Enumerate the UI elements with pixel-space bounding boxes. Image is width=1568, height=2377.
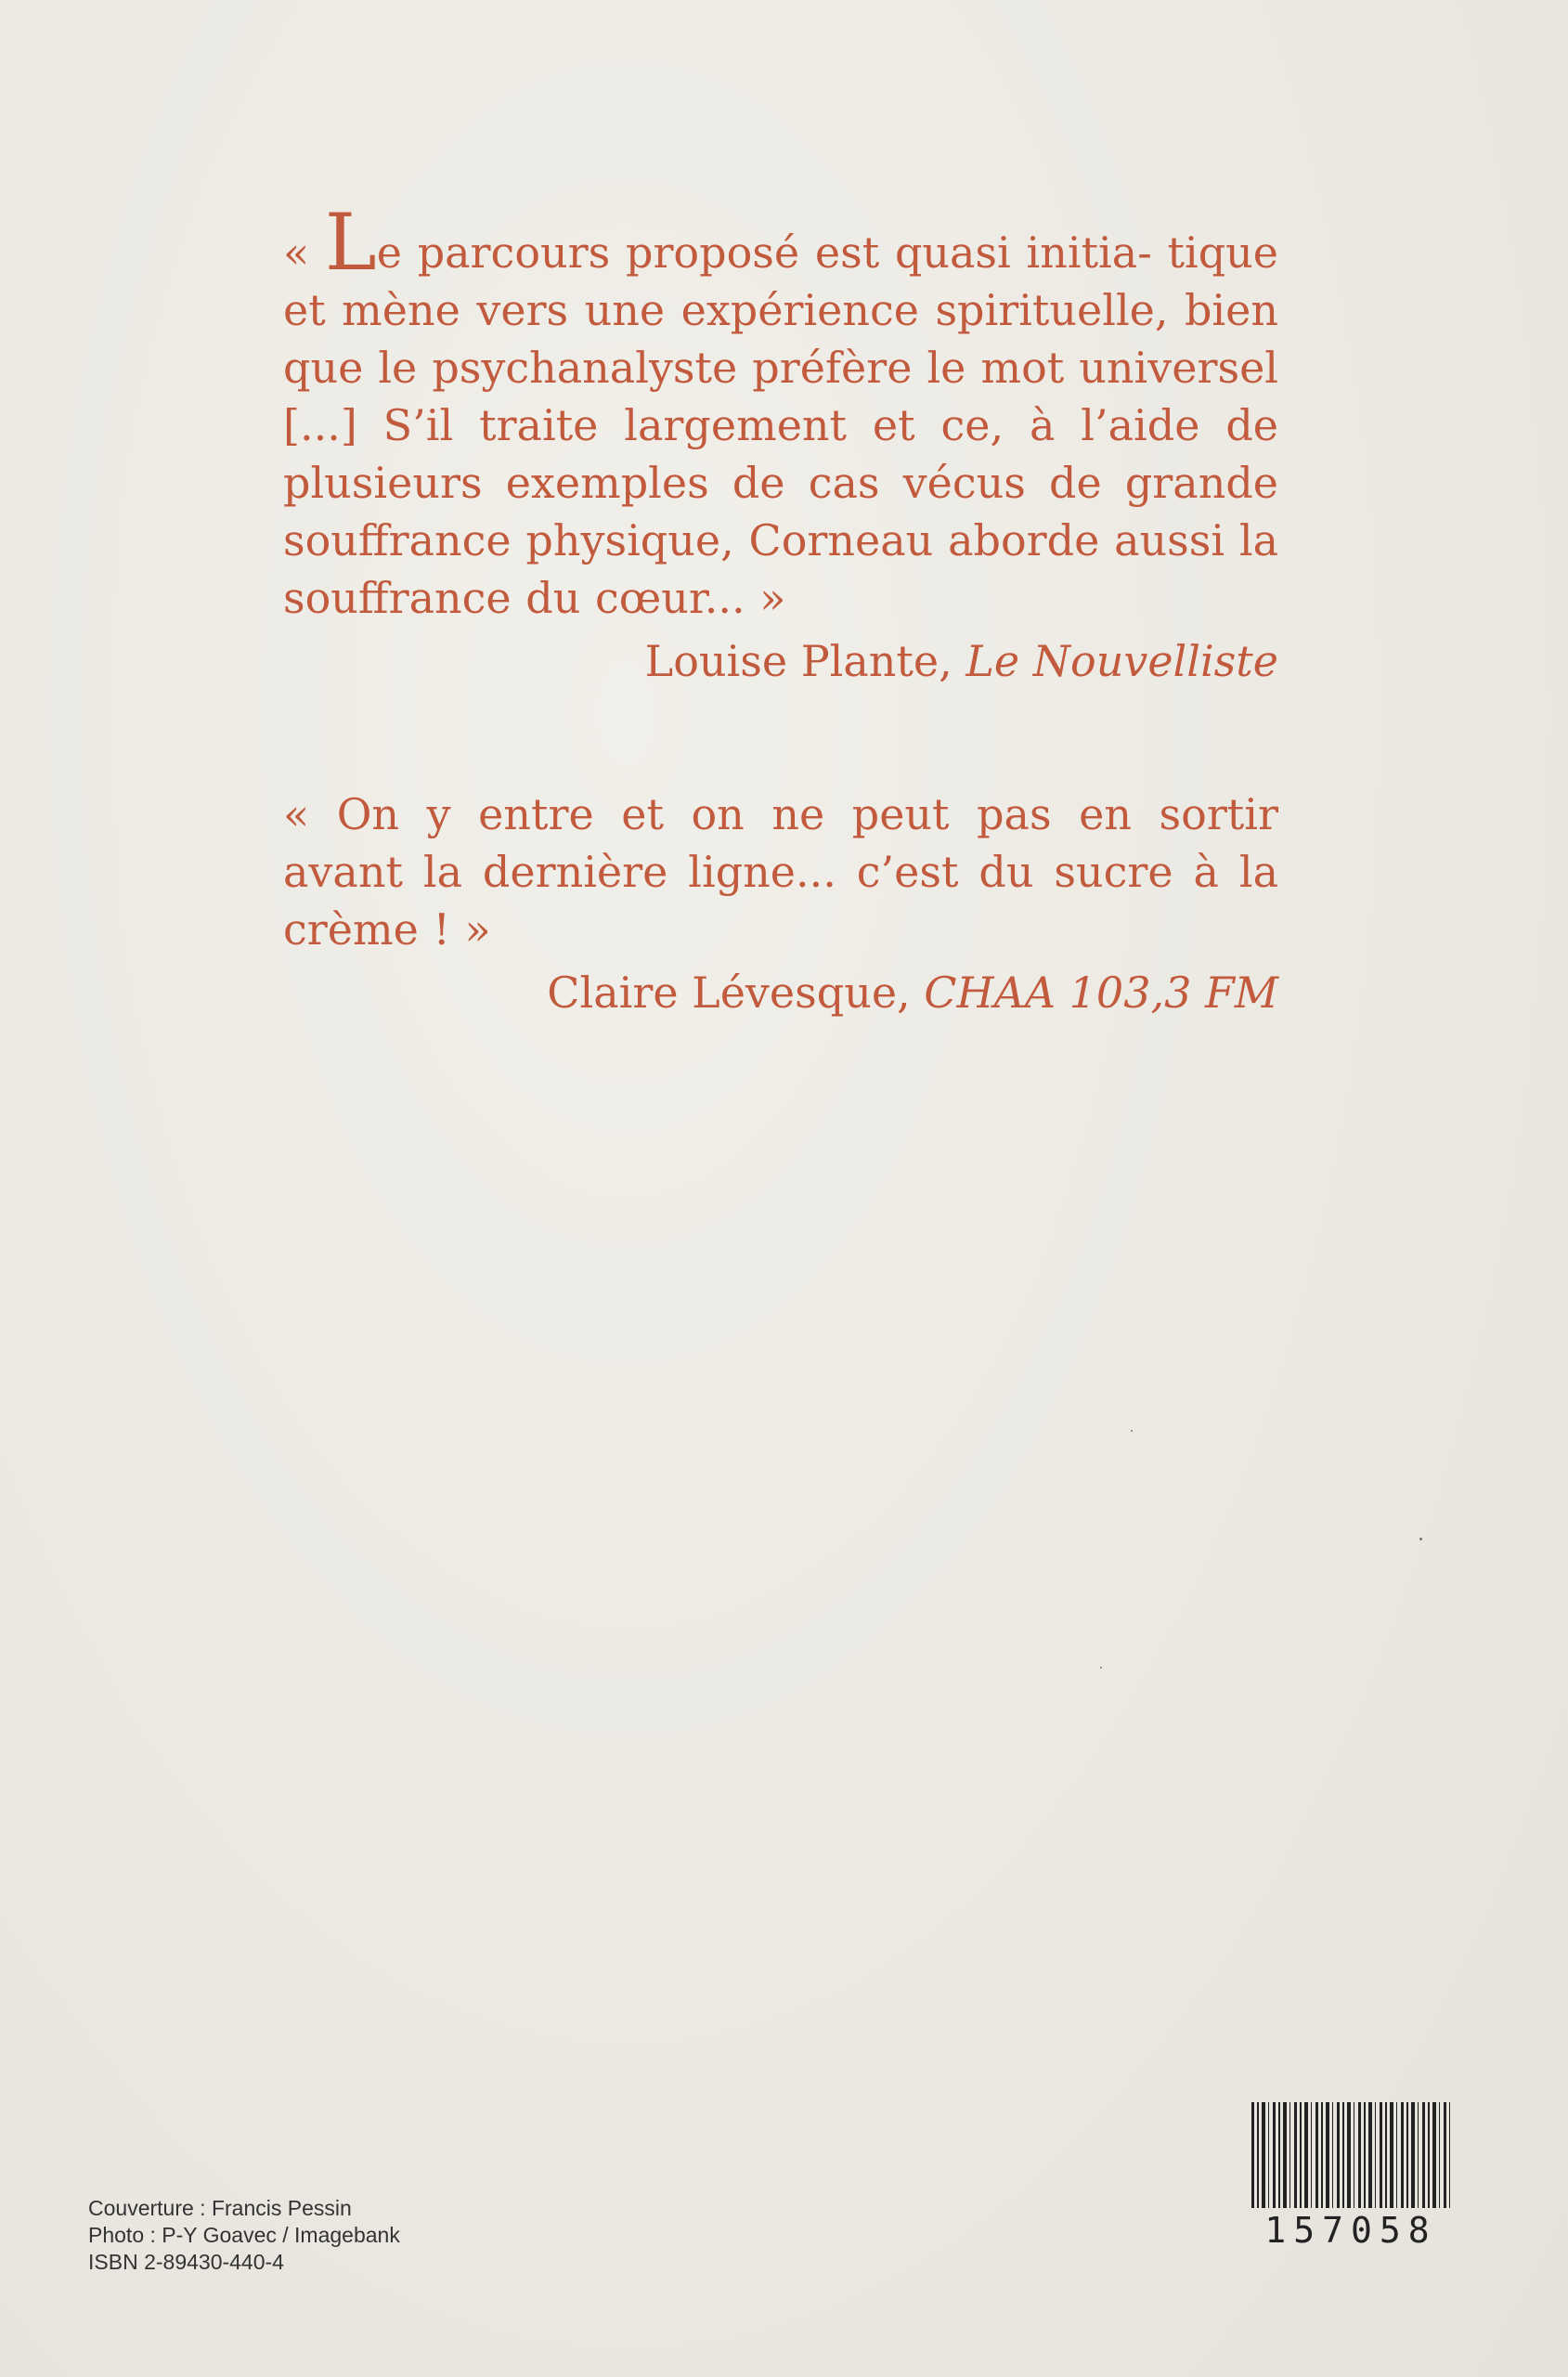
quote-1-open-mark: « <box>283 227 325 278</box>
quote-1-drop-letter: L <box>324 197 377 288</box>
quote-2-attribution <box>283 964 1278 1021</box>
review-quote-2 <box>283 786 1278 1021</box>
paper-speck <box>1131 1430 1133 1432</box>
quote-1-first-line: e parcours proposé est quasi initia- <box>376 227 1152 278</box>
paper-speck <box>1419 1538 1422 1540</box>
barcode-icon <box>1251 2102 1450 2208</box>
quote-1-text <box>283 197 1278 627</box>
barcode-number: 157058 <box>1264 2210 1437 2251</box>
cover-credits <box>88 2195 400 2276</box>
quote-1-body: tique et mène vers une expérience spirituelle, bien que le psychanalyste préfère le mot universel [...] S’il traite largement et ce, à l’aide de plusieurs exemples de cas vécus de grande souffrance physique, Corneau aborde aussi la souffrance du cœur... » <box>283 227 1278 623</box>
quote-1-source: Le Nouvelliste <box>965 636 1278 686</box>
credit-cover: Couverture : Francis Pessin <box>88 2196 352 2220</box>
credit-isbn: ISBN 2-89430-440-4 <box>88 2250 284 2274</box>
quote-2-source: CHAA 103,3 FM <box>924 968 1278 1018</box>
review-quote-1 <box>283 197 1278 690</box>
quote-2-text: « On y entre et on ne peut pas en sortir avant la dernière ligne... c’est du sucre à la crème ! » <box>283 789 1278 955</box>
quote-2-author: Claire Lévesque, <box>547 968 925 1018</box>
paper-speck <box>1100 1667 1102 1669</box>
credit-photo: Photo : P-Y Goavec / Imagebank <box>88 2223 400 2247</box>
quote-1-attribution <box>283 632 1278 690</box>
quote-1-author: Louise Plante, <box>644 636 966 686</box>
